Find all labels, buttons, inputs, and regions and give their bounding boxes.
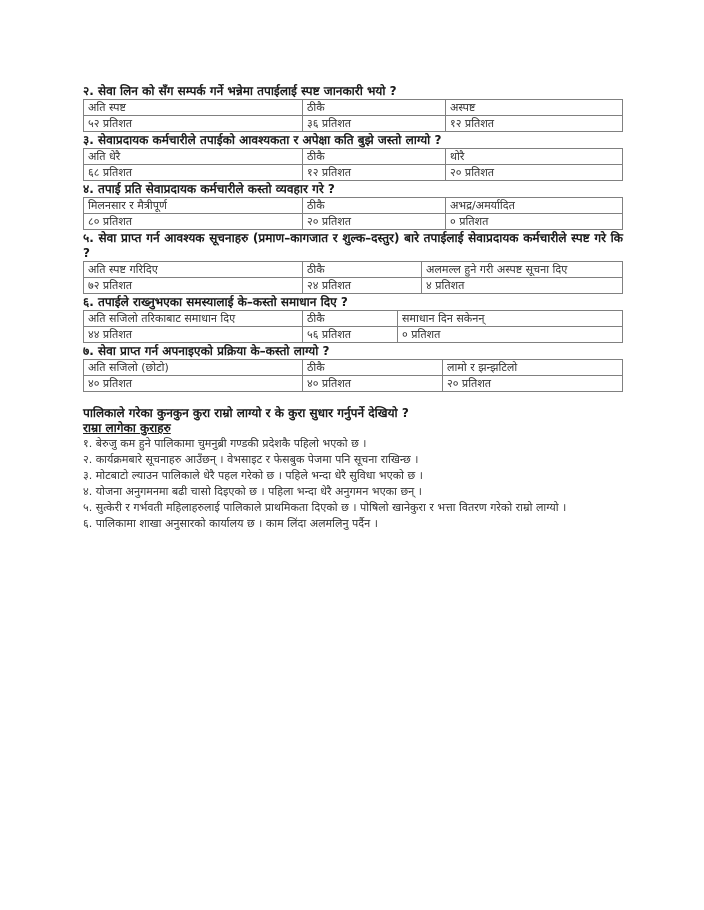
option-cell: अति स्पष्ट गरिदिए — [84, 262, 303, 278]
question-title: ३. सेवाप्रदायक कर्मचारीले तपाईको आवश्यकता र अपेक्षा कति बुझे जस्तो लाग्यो ? — [83, 133, 442, 147]
option-cell: थोरै — [446, 149, 623, 165]
option-cell: अलमल्ल हुने गरी अस्पष्ट सूचना दिए — [422, 262, 623, 278]
option-cell: मिलनसार र मैत्रीपूर्ण — [84, 198, 303, 214]
percent-cell: २० प्रतिशत — [443, 376, 623, 392]
option-cell: ठीकै — [303, 311, 398, 327]
feedback-section — [83, 406, 623, 532]
option-cell: अभद्र/अमर्यादित — [446, 198, 623, 214]
option-cell: अति स्पष्ट — [84, 100, 303, 116]
option-cell: अति सजिलो तरिकाबाट समाधान दिए — [84, 311, 303, 327]
feedback-item: ३. मोटबाटो ल्याउन पालिकाले धेरै पहल गरेको छ । पहिले भन्दा धेरै सुविधा भएको छ । — [83, 469, 423, 482]
percent-cell: १२ प्रतिशत — [303, 165, 446, 181]
percent-cell: २० प्रतिशत — [446, 165, 623, 181]
feedback-subheading: राम्रा लागेका कुराहरु — [83, 421, 171, 435]
option-cell: अति सजिलो (छोटो) — [84, 360, 303, 376]
option-cell: समाधान दिन सकेनन् — [398, 311, 623, 327]
feedback-item: ४. योजना अनुगमनमा बढी चासो दिइएको छ । पहिला भन्दा धेरै अनुगमन भएका छन् । — [83, 485, 422, 498]
question-title: ७. सेवा प्राप्त गर्न अपनाइएको प्रक्रिया के–कस्तो लाग्यो ? — [83, 344, 330, 358]
options-row — [84, 262, 623, 278]
response-table — [83, 197, 623, 230]
response-table — [83, 310, 623, 343]
percent-cell: १२ प्रतिशत — [446, 116, 623, 132]
option-cell: अस्पष्ट — [446, 100, 623, 116]
values-row — [84, 214, 623, 230]
options-row — [84, 311, 623, 327]
response-table — [83, 148, 623, 181]
response-table — [83, 99, 623, 132]
option-cell: लामो र झन्झटिलो — [443, 360, 623, 376]
survey-question-3 — [83, 133, 623, 181]
percent-cell: २४ प्रतिशत — [303, 278, 422, 294]
option-cell: ठीकै — [303, 360, 443, 376]
options-row — [84, 149, 623, 165]
percent-cell: ४ प्रतिशत — [422, 278, 623, 294]
percent-cell: ० प्रतिशत — [398, 327, 623, 343]
values-row — [84, 116, 623, 132]
option-cell: ठीकै — [303, 149, 446, 165]
percent-cell: ३६ प्रतिशत — [303, 116, 446, 132]
options-row — [84, 100, 623, 116]
values-row — [84, 327, 623, 343]
percent-cell: ४४ प्रतिशत — [84, 327, 303, 343]
option-cell: ठीकै — [303, 262, 422, 278]
question-title: ४. तपाई प्रति सेवाप्रदायक कर्मचारीले कस्तो व्यवहार गरे ? — [83, 182, 335, 196]
options-row — [84, 360, 623, 376]
question-title: ६. तपाईले राख्नुभएका समस्यालाई के–कस्तो समाधान दिए ? — [83, 295, 348, 309]
question-title: २. सेवा लिन को सँग सम्पर्क गर्ने भन्नेमा तपाईलाई स्पष्ट जानकारी भयो ? — [83, 84, 397, 98]
document-page — [83, 84, 623, 532]
survey-question-2 — [83, 84, 623, 132]
survey-question-7 — [83, 344, 623, 392]
feedback-heading: पालिकाले गरेका कुनकुन कुरा राम्रो लाग्यो र के कुरा सुधार गर्नुपर्ने देखियो ? — [83, 406, 409, 420]
option-cell: अति धेरै — [84, 149, 303, 165]
response-table — [83, 261, 623, 294]
percent-cell: ० प्रतिशत — [446, 214, 623, 230]
survey-question-4 — [83, 182, 623, 230]
options-row — [84, 198, 623, 214]
values-row — [84, 376, 623, 392]
survey-question-6 — [83, 295, 623, 343]
feedback-item: २. कार्यक्रमबारे सूचनाहरु आउँछन् । वेभसाइट र फेसबुक पेजमा पनि सूचना राखिन्छ । — [83, 453, 419, 466]
survey-question-5 — [83, 231, 623, 294]
percent-cell: ५२ प्रतिशत — [84, 116, 303, 132]
response-table — [83, 359, 623, 392]
percent-cell: ८० प्रतिशत — [84, 214, 303, 230]
question-title: ५. सेवा प्राप्त गर्न आवश्यक सूचनाहरु (प्रमाण–कागजात र शुल्क–दस्तुर) बारे तपाईलाई सेवाप्रदायक कर्मचारीले स्पष्ट गरे कि ? — [83, 231, 623, 260]
feedback-item: ५. सुत्केरी र गर्भवती महिलाहरुलाई पालिकाले प्राथमिकता दिएको छ । पोषिलो खानेकुरा र भत्ता वितरण गरेको राम्रो लाग्यो । — [83, 501, 567, 514]
option-cell: ठीकै — [303, 198, 446, 214]
percent-cell: २० प्रतिशत — [303, 214, 446, 230]
percent-cell: ७२ प्रतिशत — [84, 278, 303, 294]
percent-cell: ५६ प्रतिशत — [303, 327, 398, 343]
percent-cell: ४० प्रतिशत — [303, 376, 443, 392]
option-cell: ठीकै — [303, 100, 446, 116]
feedback-item: ६. पालिकामा शाखा अनुसारको कार्यालय छ । काम लिंदा अलमलिनु पर्दैन । — [83, 517, 378, 530]
values-row — [84, 165, 623, 181]
percent-cell: ६८ प्रतिशत — [84, 165, 303, 181]
values-row — [84, 278, 623, 294]
percent-cell: ४० प्रतिशत — [84, 376, 303, 392]
feedback-item: १. बेरुजु कम हुने पालिकामा चुमनुब्री गण्डकी प्रदेशकै पहिलो भएको छ । — [83, 437, 367, 450]
